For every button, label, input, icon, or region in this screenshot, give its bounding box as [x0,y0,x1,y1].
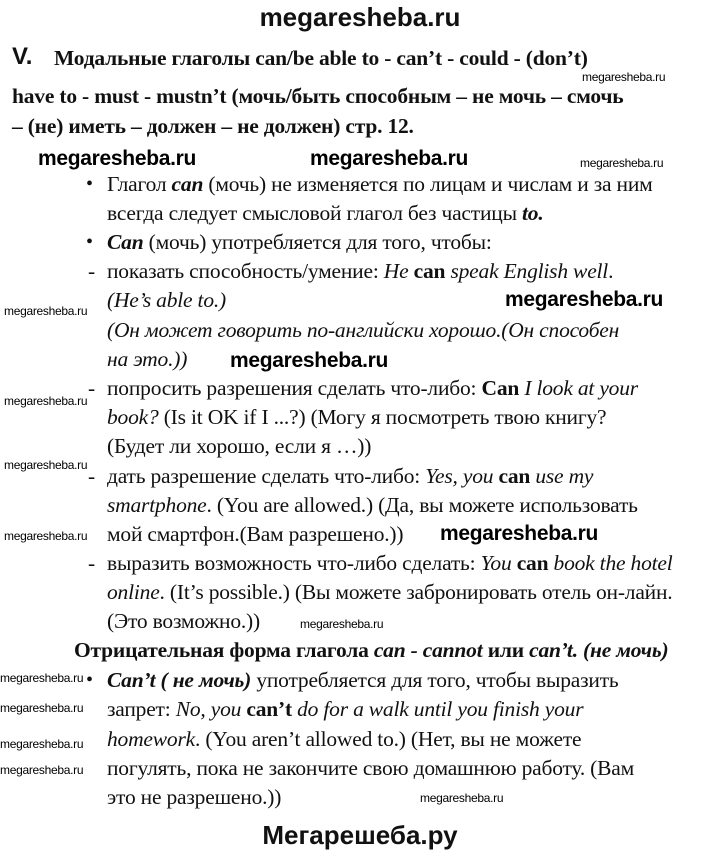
text-segment: выразить возможность что-либо сделать: [107,551,481,575]
text-segment: Can [481,376,520,400]
text-line [107,434,371,458]
text-line [107,785,281,809]
text-segment: can [516,551,549,575]
dash-icon: - [88,551,95,575]
bullet-icon: • [86,231,94,253]
text-line [107,697,583,721]
text-segment: can [498,464,531,488]
text-segment: Can’t ( не мочь) [107,668,252,692]
text-segment: use my [530,464,594,488]
text-line [107,201,544,225]
watermark: megaresheba.ru [230,349,389,372]
text-segment: (Будет ли хорошо, если я …)) [107,434,372,458]
text-segment: (мочь) не изменяется по лицам и числам и за ним [203,172,653,196]
text-segment: мой смартфон.(Вам разрешено.)) [107,522,404,546]
watermark: megaresheba.ru [38,147,197,170]
text-line [107,376,638,400]
text-segment: can’t. (не мочь) [529,638,669,662]
watermark: megaresheba.ru [300,617,384,631]
text-segment: погулять, пока не закончите свою домашнюю работу. (Вам [107,756,635,780]
text-segment: to. [522,201,544,225]
text-line [107,347,187,371]
text-segment: smartphone [107,493,207,517]
text-line [107,405,606,429]
text-segment: can’t [246,697,292,721]
text-line [107,668,619,692]
text-segment: speak English well [445,259,609,283]
text-segment: online [107,580,160,604]
text-line [107,464,593,488]
watermark: megaresheba.ru [420,791,504,805]
text-segment: употребляется для того, чтобы выразить [251,668,619,692]
text-segment: Модальные глаголы can/be able to - can’t - could - (don’t) [54,46,588,70]
section-number: V. [12,43,33,70]
site-header: megaresheba.ru [259,2,461,32]
text-segment: can - cannot [373,638,483,662]
text-segment: дать разрешение сделать что-либо: [107,464,426,488]
text-segment: попросить разрешения сделать что-либо: [107,376,482,400]
watermark: megaresheba.ru [4,529,88,543]
section-title-line [54,46,588,70]
watermark: megaresheba.ru [0,737,84,751]
text-line [107,259,613,283]
text-segment: book? [107,405,159,429]
text-line [107,522,403,546]
text-segment: на это.)) [107,347,188,371]
text-segment: (Is it OK if I ...?) (Могу я посмотреть твою книгу? [158,405,607,429]
bullet-icon: • [86,173,94,195]
text-segment: (Это возможно.)) [107,609,260,633]
watermark: megaresheba.ru [580,156,664,170]
text-segment: Отрицательная форма глагола [74,638,374,662]
text-segment: book the hotel [548,551,673,575]
section-title-line [12,84,623,108]
text-segment: can [413,259,446,283]
text-segment: (He’s able to.) [107,288,227,312]
text-line [107,230,492,254]
text-line [107,609,260,633]
watermark: megaresheba.ru [0,671,84,685]
text-segment: показать способность/умение: [107,259,384,283]
text-segment: (мочь) употребляется для того, чтобы: [143,230,492,254]
text-segment: You [480,551,517,575]
text-segment: . (It’s possible.) (Вы можете забронировать отель он-лайн. [159,580,673,604]
text-segment: Can [107,230,144,254]
watermark: megaresheba.ru [0,701,84,715]
text-segment: . (You aren’t allowed to.) (Нет, вы не можете [194,727,582,751]
text-segment: всегда следует смысловой глагол без частицы [107,201,522,225]
text-segment: Глагол [107,172,172,196]
text-segment: No, you [175,697,247,721]
text-segment: Yes, you [425,464,499,488]
text-segment: I look at your [519,376,638,400]
text-segment: can [171,172,204,196]
text-segment: . (You are allowed.) (Да, вы можете использовать [206,493,638,517]
text-segment: или [482,638,530,662]
dash-icon: - [88,376,95,400]
dash-icon: - [88,464,95,488]
text-line [107,318,619,342]
text-line [107,551,673,575]
text-line [107,756,634,780]
text-segment: He [383,259,414,283]
watermark: megaresheba.ru [310,147,469,170]
text-line [107,727,581,751]
watermark: megaresheba.ru [440,522,599,545]
text-segment: do for a walk until you finish your [291,697,584,721]
watermark: megaresheba.ru [582,70,666,84]
bullet-icon: • [86,669,94,691]
site-footer: Мегарешеба.ру [262,820,458,850]
watermark: megaresheba.ru [505,288,664,311]
watermark: megaresheba.ru [4,458,88,472]
watermark: megaresheba.ru [4,304,88,318]
text-line [107,288,226,312]
text-line [107,172,653,196]
watermark: megaresheba.ru [4,394,88,408]
text-segment: – (не) иметь – должен – не должен) стр. 12. [12,114,414,138]
text-segment: homework [107,727,195,751]
text-segment: запрет: [107,697,176,721]
subheading [74,638,668,662]
dash-icon: - [88,259,95,283]
text-segment: это не разрешено.)) [107,785,282,809]
text-segment: . [608,259,614,283]
section-title-line [12,114,414,138]
text-segment: have to - must - mustn’t (мочь/быть способным – не мочь – смочь [12,84,624,108]
text-line [107,493,638,517]
watermark: megaresheba.ru [0,763,84,777]
text-line [107,580,672,604]
text-segment: (Он может говорить по-английски хорошо.(Он способен [107,318,620,342]
